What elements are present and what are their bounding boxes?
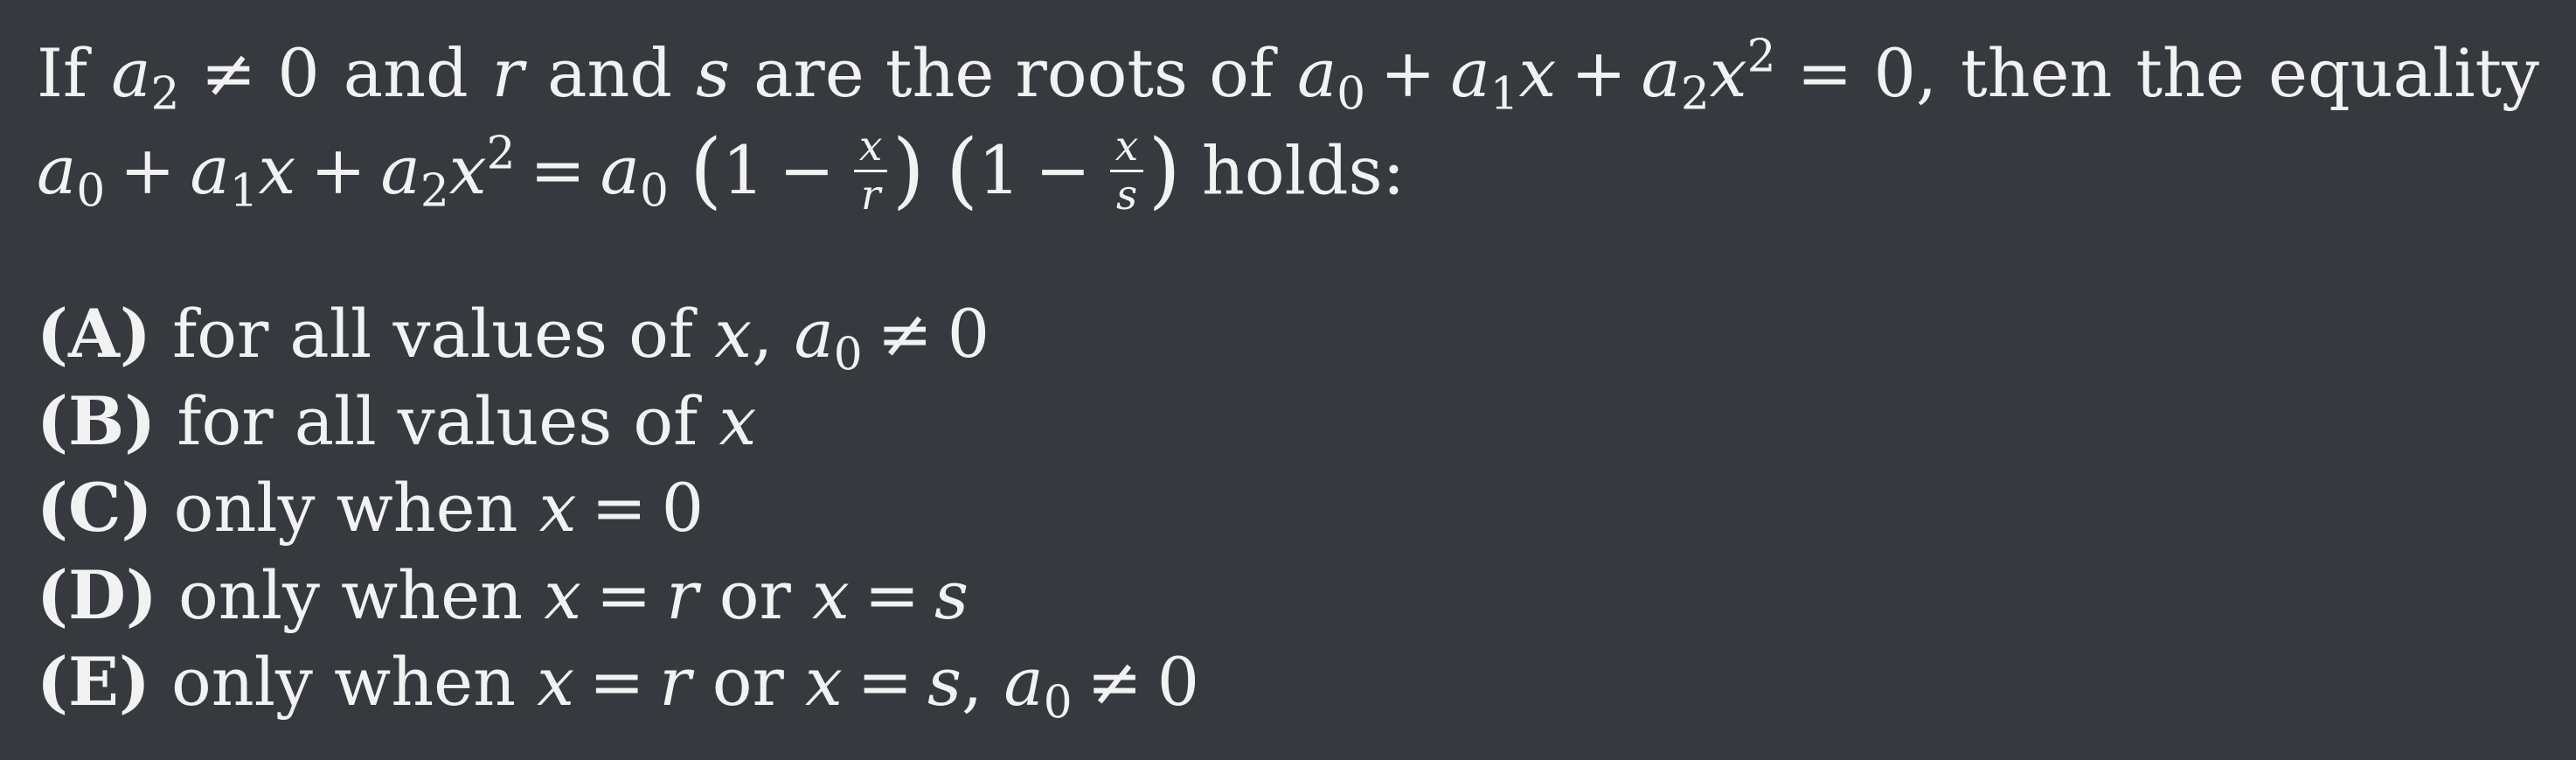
and-word-1: and (343, 34, 469, 112)
option-text: only when (171, 643, 517, 721)
option-label: (C) (37, 469, 153, 547)
option-label: (B) (37, 382, 156, 460)
equality-word: equality (2268, 34, 2539, 112)
question-stem-line-2 (37, 122, 1406, 222)
then-word: then (1961, 34, 2113, 112)
fraction-x-over-r: $\frac{x}{r}$ (854, 125, 887, 217)
option-c[interactable] (37, 469, 705, 547)
math-a2-neq-zero: $a_2 \ne 0$ (111, 34, 320, 121)
are-the-roots-of: are the roots of (753, 34, 1274, 112)
the-word: the (2135, 34, 2245, 112)
fraction-x-over-s: $\frac{x}{s}$ (1110, 125, 1143, 217)
option-math: x, $a_0 \ne 0$ (714, 295, 990, 381)
math-quadratic-eq: $a_0 + a_1x + a_2x^2 = 0$, (1296, 30, 1938, 121)
option-label: (E) (37, 643, 150, 721)
option-a[interactable] (37, 295, 990, 381)
option-text: only when (178, 556, 524, 634)
option-e[interactable] (37, 643, 1200, 729)
option-math: x (719, 382, 757, 460)
option-text: for all values of (177, 382, 698, 460)
option-math: x = r or x = s, $a_0 \ne 0$ (537, 643, 1200, 729)
math-factored-equality: $a_0 + a_1x + a_2x^2 = a_0$ (1 − $\frac{x}{r}$ ) (1 − $\frac{x}{s}$ ) (37, 122, 1181, 220)
option-math: x = 0 (538, 469, 705, 547)
option-math: x = r or x = s (544, 556, 969, 634)
option-text: only when (173, 469, 518, 547)
option-text: for all values of (172, 295, 694, 373)
holds-word: holds: (1201, 131, 1406, 210)
option-label: (A) (37, 295, 151, 373)
math-r: r (491, 34, 524, 112)
and-word-2: and (547, 34, 673, 112)
math-s: s (696, 34, 731, 112)
if-word: If (37, 34, 88, 112)
option-label: (D) (37, 556, 157, 634)
option-b[interactable] (37, 382, 757, 460)
question-stem-line-1 (37, 30, 2539, 121)
option-d[interactable] (37, 556, 969, 634)
